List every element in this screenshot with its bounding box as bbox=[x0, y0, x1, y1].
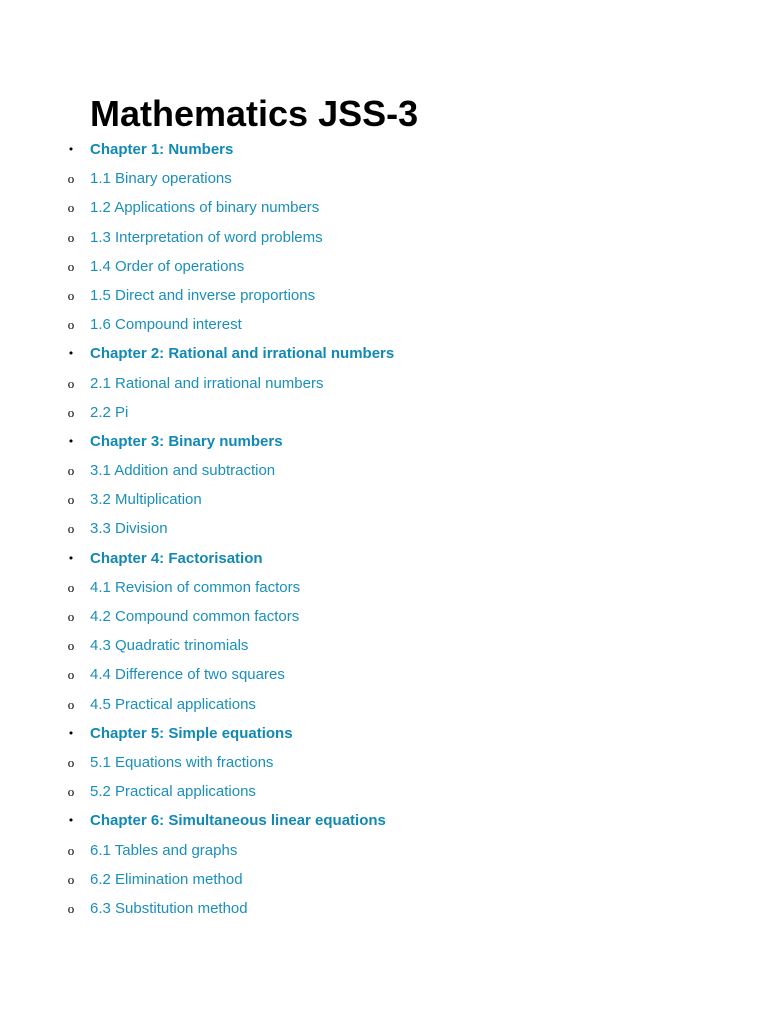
circle-marker: o bbox=[67, 667, 75, 683]
toc-item-chapter-4 bbox=[0, 544, 768, 573]
toc-item-section-6-1 bbox=[0, 836, 768, 865]
circle-marker: o bbox=[67, 521, 75, 537]
bullet-marker: • bbox=[67, 434, 75, 448]
circle-marker: o bbox=[67, 287, 75, 303]
circle-marker: o bbox=[67, 609, 75, 624]
section-link[interactable]: 3.1 Addition and subtraction bbox=[90, 462, 276, 480]
circle-marker: o bbox=[67, 696, 75, 712]
chapter-link[interactable]: Chapter 6: Simultaneous linear equations bbox=[90, 812, 386, 830]
toc-item-section-1-2 bbox=[0, 193, 768, 222]
circle-marker: o bbox=[67, 754, 75, 770]
toc-item-section-4-1 bbox=[0, 573, 768, 602]
toc-item-section-1-6 bbox=[0, 310, 768, 339]
toc-item-section-5-2 bbox=[0, 777, 768, 806]
bullet-marker: • bbox=[67, 143, 75, 156]
section-link[interactable]: 4.1 Revision of common factors bbox=[90, 578, 301, 596]
toc-item-section-2-2 bbox=[0, 398, 768, 427]
section-link[interactable]: 2.2 Pi bbox=[90, 403, 129, 421]
bullet-marker: • bbox=[67, 726, 75, 740]
circle-marker: o bbox=[67, 229, 75, 245]
bullet-marker: • bbox=[67, 551, 75, 565]
circle-marker: o bbox=[67, 200, 75, 216]
section-link[interactable]: 5.1 Equations with fractions bbox=[90, 753, 274, 771]
toc-item-section-1-4 bbox=[0, 252, 768, 281]
circle-marker: o bbox=[67, 784, 75, 800]
page-title: Mathematics JSS-3 bbox=[90, 93, 419, 134]
chapter-link[interactable]: Chapter 5: Simple equations bbox=[90, 724, 293, 742]
section-link[interactable]: 5.2 Practical applications bbox=[90, 783, 256, 801]
chapter-link[interactable]: Chapter 4: Factorisation bbox=[90, 549, 263, 567]
bullet-marker: • bbox=[67, 814, 75, 828]
section-link[interactable]: 2.1 Rational and irrational numbers bbox=[90, 374, 324, 392]
section-link[interactable]: 3.3 Division bbox=[90, 520, 168, 538]
section-link[interactable]: 6.1 Tables and graphs bbox=[90, 841, 238, 859]
section-link[interactable]: 1.1 Binary operations bbox=[90, 170, 232, 188]
section-link[interactable]: 6.3 Substitution method bbox=[90, 899, 248, 917]
section-link[interactable]: 3.2 Multiplication bbox=[90, 491, 202, 509]
section-link[interactable]: 1.6 Compound interest bbox=[90, 316, 242, 334]
bullet-marker: • bbox=[67, 347, 75, 361]
toc-item-section-1-3 bbox=[0, 223, 768, 252]
circle-marker: o bbox=[67, 492, 75, 508]
section-link[interactable]: 4.3 Quadratic trinomials bbox=[90, 637, 249, 655]
section-link[interactable]: 4.4 Difference of two squares bbox=[90, 666, 285, 684]
toc-item-section-2-1 bbox=[0, 369, 768, 398]
circle-marker: o bbox=[67, 171, 75, 187]
section-link[interactable]: 4.2 Compound common factors bbox=[90, 608, 300, 625]
toc-item-section-6-3 bbox=[0, 894, 768, 923]
toc-item-section-4-4 bbox=[0, 660, 768, 689]
toc-item-chapter-6 bbox=[0, 806, 768, 835]
toc-item-section-4-5 bbox=[0, 690, 768, 719]
circle-marker: o bbox=[67, 900, 75, 916]
section-link[interactable]: 1.4 Order of operations bbox=[90, 257, 245, 275]
circle-marker: o bbox=[67, 579, 75, 595]
section-link[interactable]: 4.5 Practical applications bbox=[90, 695, 256, 713]
section-link[interactable]: 1.5 Direct and inverse proportions bbox=[90, 286, 316, 304]
toc-item-section-5-1 bbox=[0, 748, 768, 777]
toc-item-section-3-3 bbox=[0, 514, 768, 543]
table-of-contents bbox=[0, 135, 768, 923]
chapter-link[interactable]: Chapter 3: Binary numbers bbox=[90, 432, 283, 450]
toc-item-chapter-2 bbox=[0, 339, 768, 368]
circle-marker: o bbox=[67, 258, 75, 274]
circle-marker: o bbox=[67, 404, 75, 420]
circle-marker: o bbox=[67, 463, 75, 479]
chapter-link[interactable]: Chapter 1: Numbers bbox=[90, 141, 234, 158]
chapter-link[interactable]: Chapter 2: Rational and irrational numbers bbox=[90, 345, 395, 363]
toc-item-chapter-1 bbox=[0, 135, 768, 164]
toc-item-section-3-2 bbox=[0, 485, 768, 514]
section-link[interactable]: 1.3 Interpretation of word problems bbox=[90, 228, 323, 246]
circle-marker: o bbox=[67, 317, 75, 333]
toc-item-section-6-2 bbox=[0, 865, 768, 894]
section-link[interactable]: 1.2 Applications of binary numbers bbox=[90, 199, 320, 217]
toc-item-section-4-3 bbox=[0, 631, 768, 660]
circle-marker: o bbox=[67, 375, 75, 391]
toc-item-section-1-1 bbox=[0, 164, 768, 193]
circle-marker: o bbox=[67, 871, 75, 887]
toc-item-chapter-5 bbox=[0, 719, 768, 748]
toc-item-section-4-2 bbox=[0, 602, 768, 631]
toc-item-section-3-1 bbox=[0, 456, 768, 485]
toc-item-section-1-5 bbox=[0, 281, 768, 310]
circle-marker: o bbox=[67, 638, 75, 654]
section-link[interactable]: 6.2 Elimination method bbox=[90, 870, 243, 888]
circle-marker: o bbox=[67, 842, 75, 858]
toc-item-chapter-3 bbox=[0, 427, 768, 456]
